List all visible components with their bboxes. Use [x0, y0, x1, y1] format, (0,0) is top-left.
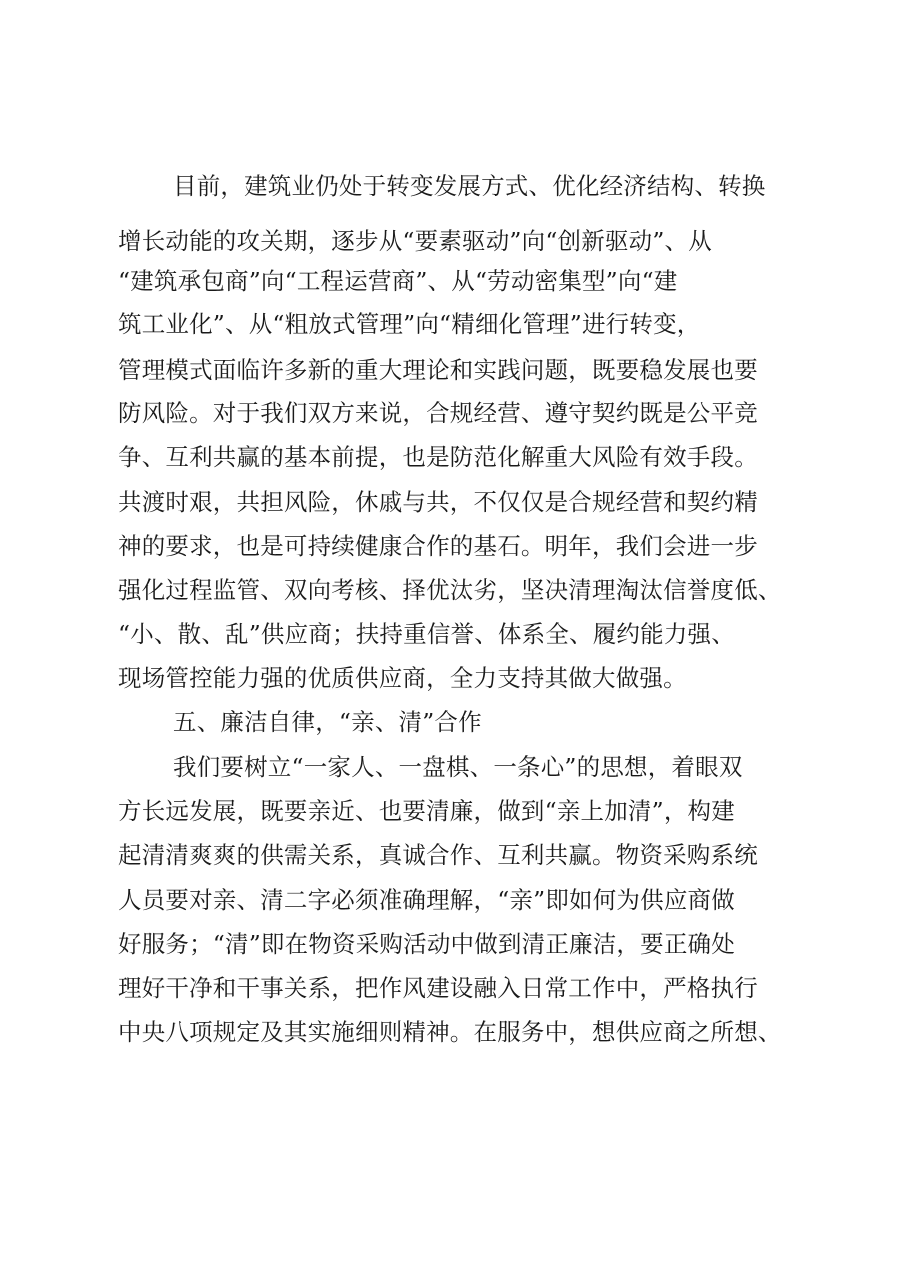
paragraph-line: 增长动能的攻关期，逐步从“要素驱动”向“创新驱动”、从	[118, 227, 712, 255]
paragraph-line: 起清清爽爽的供需关系，真诚合作、互利共赢。物资采购系统	[118, 841, 758, 869]
paragraph-line: “建筑承包商”向“工程运营商”、从“劳动密集型”向“建	[118, 267, 678, 295]
paragraph-line: 争、互利共赢的基本前提，也是防范化解重大风险有效手段。	[118, 443, 758, 471]
paragraph-line: 管理模式面临许多新的重大理论和实践问题，既要稳发展也要	[118, 356, 758, 384]
section-heading: 五、廉洁自律，“亲、清”合作	[173, 708, 482, 736]
paragraph-line: 防风险。对于我们双方来说，合规经营、遵守契约既是公平竞	[118, 399, 758, 427]
paragraph-line: 目前，建筑业仍处于转变发展方式、优化经济结构、转换	[173, 172, 766, 200]
paragraph-line: 强化过程监管、双向考核、择优汰劣，坚决清理淘汰信誉度低、	[118, 576, 782, 604]
paragraph-line: “小、散、乱”供应商；扶持重信誉、体系全、履约能力强、	[118, 620, 735, 648]
paragraph-line: 好服务；“清”即在物资采购活动中做到清正廉洁，要正确处	[118, 930, 735, 958]
paragraph-line: 方长远发展，既要亲近、也要清廉，做到“亲上加清”，构建	[118, 797, 735, 825]
paragraph-line: 神的要求，也是可持续健康合作的基石。明年，我们会进一步	[118, 532, 758, 560]
paragraph-line: 共渡时艰，共担风险，休戚与共，不仅仅是合规经营和契约精	[118, 488, 758, 516]
paragraph-line: 现场管控能力强的优质供应商，全力支持其做大做强。	[118, 664, 687, 692]
paragraph-line: 我们要树立“一家人、一盘棋、一条心”的思想，着眼双	[173, 753, 743, 781]
paragraph-line: 筑工业化”、从“粗放式管理”向“精细化管理”进行转变，	[118, 310, 701, 338]
paragraph-line: 理好干净和干事关系，把作风建设融入日常工作中，严格执行	[118, 974, 758, 1002]
paragraph-line: 人员要对亲、清二字必须准确理解，“亲”即如何为供应商做	[118, 886, 735, 914]
paragraph-line: 中央八项规定及其实施细则精神。在服务中，想供应商之所想、	[118, 1018, 782, 1046]
